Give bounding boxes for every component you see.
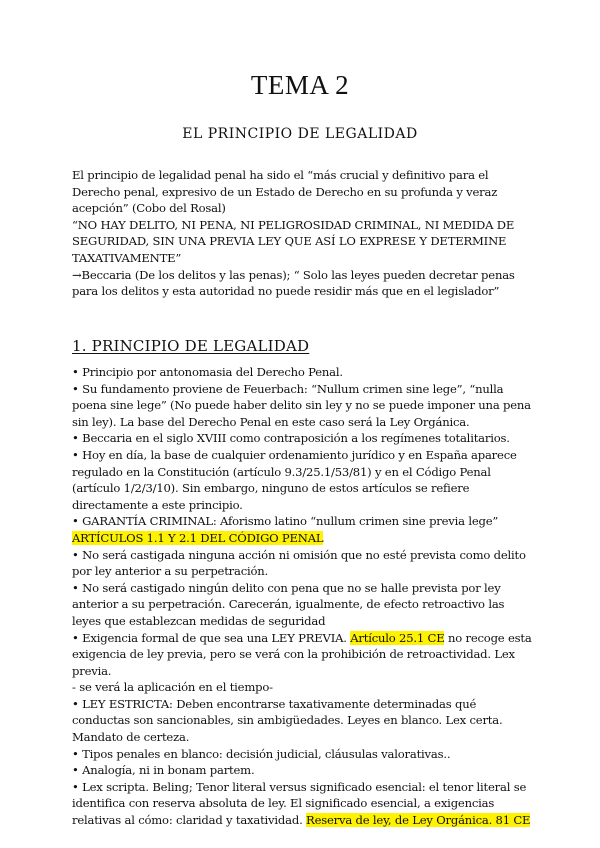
bullet-feuerbach: • Su fundamento proviene de Feuerbach: “Nullum crimen sine lege”, “nulla poena sine lege” (No puede haber delito sin ley y no se puede imponer una pena sin ley). La base del Derecho Penal en este caso será la Ley Orgánica. bbox=[72, 381, 531, 429]
bullet-ley-previa bbox=[72, 630, 536, 680]
bullet-garantia-criminal: • GARANTÍA CRIMINAL: Aforismo latino “nullum crimen sine previa lege” bbox=[72, 514, 499, 529]
note-aplicacion-tiempo: - se verá la aplicación en el tiempo- bbox=[72, 680, 273, 695]
highlight-articulos bbox=[72, 530, 536, 547]
bullet-accion-omision: • No será castigada ninguna acción ni omisión que no esté prevista como delito por ley anterior a su perpetración. bbox=[72, 547, 526, 579]
bullet-antonomasia: • Principio por antonomasia del Derecho Penal. bbox=[72, 365, 343, 379]
bullet-constitucion: • Hoy en día, la base de cualquier ordenamiento jurídico y en España aparece regulado en la Constitución (artículo 9.3/25.1/53/81) y en el Código Penal (artículo 1/2/3/10). Sin embargo, ninguno de estos artículos se refiere directamente a este principio. bbox=[72, 447, 517, 512]
page-title: TEMA 2 bbox=[250, 70, 350, 100]
bullet-ley-previa-text: • Exigencia formal de que sea una LEY PREVIA. bbox=[72, 630, 351, 645]
bullet-lex-scripta bbox=[72, 779, 536, 829]
section-body bbox=[72, 364, 536, 829]
intro-block bbox=[72, 167, 536, 300]
bullet-ley-estricta: • LEY ESTRICTA: Deben encontrarse taxativamente determinadas qué conductas son sancionables, sin ambigüedades. Leyes en blanco. Lex certa. Mandato de certeza. bbox=[72, 696, 503, 745]
intro-paragraph-definition: El principio de legalidad penal ha sido el “más crucial y definitivo para el Derecho penal, expresivo de un Estado de Derecho en su profunda y veraz acepción” (Cobo del Rosal) bbox=[72, 168, 498, 216]
intro-paragraph-beccaria: →Beccaria (De los delitos y las penas); “ Solo las leyes pueden decretar penas para los delitos y esta autoridad no puede residir más que en el legislador” bbox=[72, 267, 515, 299]
bullet-lex-scripta-text: • Lex scripta. Beling; Tenor literal versus significado esencial: el tenor literal se identifica con reserva absoluta de ley. El significado esencial, a exigencias relativas al cómo: claridad y taxatividad. bbox=[72, 779, 527, 828]
bullet-analogia: • Analogía, ni in bonam partem. bbox=[72, 763, 255, 778]
page-subtitle: EL PRINCIPIO DE LEGALIDAD bbox=[182, 126, 418, 142]
bullet-tipos-blanco: • Tipos penales en blanco: decisión judicial, cláusulas valorativas.. bbox=[72, 746, 451, 761]
bullet-beccaria: • Beccaria en el siglo XVIII como contraposición a los regímenes totalitarios. bbox=[72, 431, 510, 446]
highlighted-text: Artículo 25.1 CE bbox=[350, 630, 445, 645]
bullet-pena-prevista: • No será castigado ningún delito con pena que no se halle prevista por ley anterior a su perpetración. Carecerán, igualmente, de efecto retroactivo las leyes que establezcan medidas de seguridad bbox=[72, 580, 505, 628]
bullet-ley-previa-continuation: no recoge esta exigencia de ley previa, pero se verá con la prohibición de retroactividad. Lex previa. bbox=[72, 630, 532, 678]
intro-paragraph-maxim: “NO HAY DELITO, NI PENA, NI PELIGROSIDAD CRIMINAL, NI MEDIDA DE SEGURIDAD, SIN UNA PREVIA LEY QUE ASÍ LO EXPRESE Y DETERMINE TAXATIVAMENTE” bbox=[72, 217, 515, 265]
section-heading: 1. PRINCIPIO DE LEGALIDAD bbox=[72, 337, 310, 355]
highlighted-text: ARTÍCULOS 1.1 Y 2.1 DEL CÓDIGO PENAL bbox=[72, 530, 324, 545]
highlighted-text: Reserva de ley, de Ley Orgánica. 81 CE bbox=[306, 813, 531, 828]
